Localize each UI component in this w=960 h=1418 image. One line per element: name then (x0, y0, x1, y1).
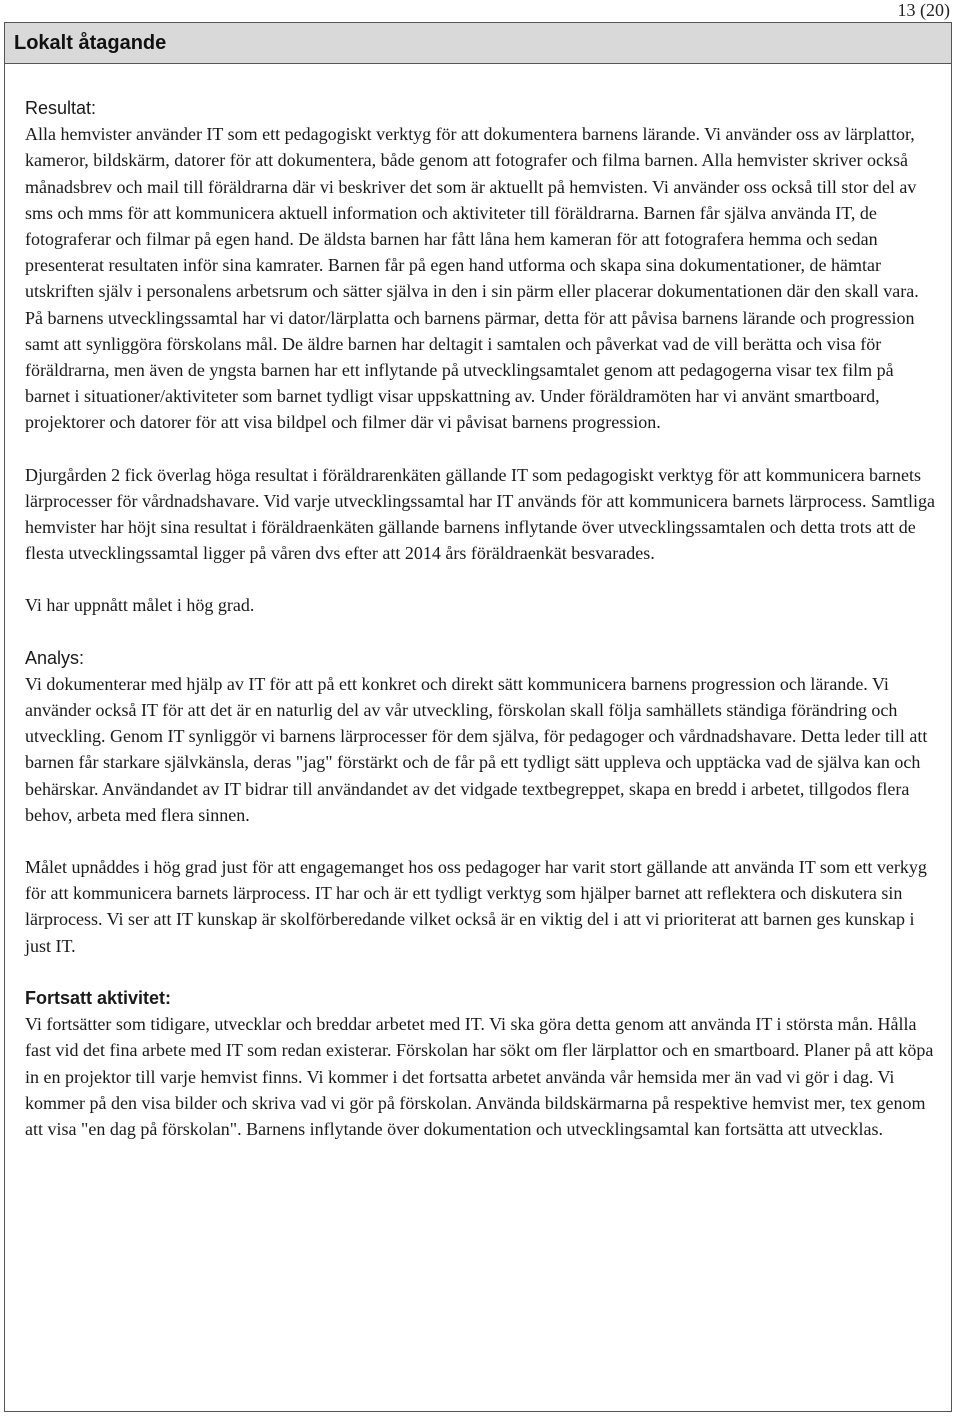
document-body (25, 95, 935, 1142)
section-header-bar (5, 23, 951, 64)
fortsatt-heading: Fortsatt aktivitet: (25, 987, 172, 1008)
resultat-heading: Resultat: (25, 98, 97, 118)
section-header-title: Lokalt åtagande (14, 32, 167, 54)
analys-paragraph-1: Vi dokumenterar med hjälp av IT för att på ett konkret och direkt sätt kommunicera barnens progression och lärande. Vi använder också IT för att det är en naturlig del av vår utveckling, förskolan skall följa samhällets ständiga förändring och utveckling. Genom IT synliggör vi barnens lärprocesser för dem själva, för pedagoger och vårdnadshavare. Detta leder till att barnen får starkare självkänsla, deras "jag" förstärkt och de får på ett tydligt sätt uppleva och upptäcka vad de själva kan och behärskar. Användandet av IT bidrar till användandet av det vidgade textbegreppet, skapa en bredd i arbetet, tillgodos flera behov, arbeta med flera sinnen. (25, 673, 928, 825)
resultat-paragraph-1: Alla hemvister använder IT som ett pedagogiskt verktyg för att dokumentera barnens lärande. Vi använder oss av lärplattor, kameror, bildskärm, datorer för att dokumentera, både genom att fotografer och filma barnen. Alla hemvister skriver också månadsbrev och mail till föräldrarna där vi beskriver det som är aktuellt på hemvisten. Vi använder oss också till stor del av sms och mms för att kommunicera aktuell information och aktiviteter till föräldrarna. Barnen får själva använda IT, de fotograferar och filmar på egen hand. De äldsta barnen har fått låna hem kameran för att fotografera hemma och sedan presenterat resultaten inför sina kamrater. Barnen får på egen hand utforma och skapa sina dokumentationer, de hämtar utskriften själv i personalens arbetsrum och sätter själva in den i sin pärm eller placerar dokumentationen där den skall vara. På barnens utvecklingssamtal har vi dator/lärplatta och barnens pärmar, detta för att påvisa barnens lärande och progression samt att synliggöra förskolans mål. De äldre barnen har deltagit i samtalen och påverkat vad de vill berätta och visa för föräldrarna, men även de yngsta barnen har ett inflytande på utvecklingsamtalet genom att pedagogerna visar tex film på barnet i situationer/aktiviteter som barnet tydligt visar uppskattning av. Under föräldramöten har vi använt smartboard, projektorer och datorer för att visa bildpel och filmer där vi påvisat barnens progression. (25, 124, 919, 433)
fortsatt-paragraph-1: Vi fortsätter som tidigare, utvecklar och breddar arbetet med IT. Vi ska göra detta genom att använda IT i största mån. Hålla fast vid det fina arbete med IT som redan existerar. Förskolan har sökt om fler lärplattor och en smartboard. Planer på att köpa in en projektor till varje hemvist finns. Vi kommer i det fortsatta arbetet använda vår hemsida mer än vad vi gör i dag. Vi kommer på den visa bilder och skriva vad vi gör på förskolan. Använda bildskärmarna på respektive hemvist mer, tex genom att visa "en dag på förskolan". Barnens inflytande över dokumentation och utvecklingsamtal kan fortsätta att utvecklas. (25, 1014, 934, 1139)
page-number: 13 (20) (897, 0, 950, 20)
analys-paragraph-2: Målet upnåddes i hög grad just för att engagemanget hos oss pedagoger har varit stort gällande att använda IT som ett verkyg för att kommunicera barnets lärprocess. IT har och är ett tydligt verktyg som hjälper barnet att reflektera och diskutera sin lärprocess. Vi ser att IT kunskap är skolförberedande vilket också är en viktig del i att vi prioriterat att barnen ges kunskap i just IT. (25, 857, 927, 956)
resultat-conclusion: Vi har uppnått målet i hög grad. (25, 595, 255, 616)
analys-heading: Analys: (25, 647, 85, 668)
document-frame (4, 22, 952, 1412)
resultat-paragraph-2: Djurgården 2 fick överlag höga resultat i föräldrarenkäten gällande IT som pedagogiskt verktyg för att kommunicera barnets lärprocesser för vårdnadshavare. Vid varje utvecklingssamtal har IT används för att kommunicera barnets lärprocess. Samtliga hemvister har höjt sina resultat i föräldraenkäten gällande barnens inflytande över utvecklingssamtalen och detta trots att de flesta utvecklingssamtal ligger på våren dvs efter att 2014 års föräldraenkät besvarades. (25, 464, 935, 564)
